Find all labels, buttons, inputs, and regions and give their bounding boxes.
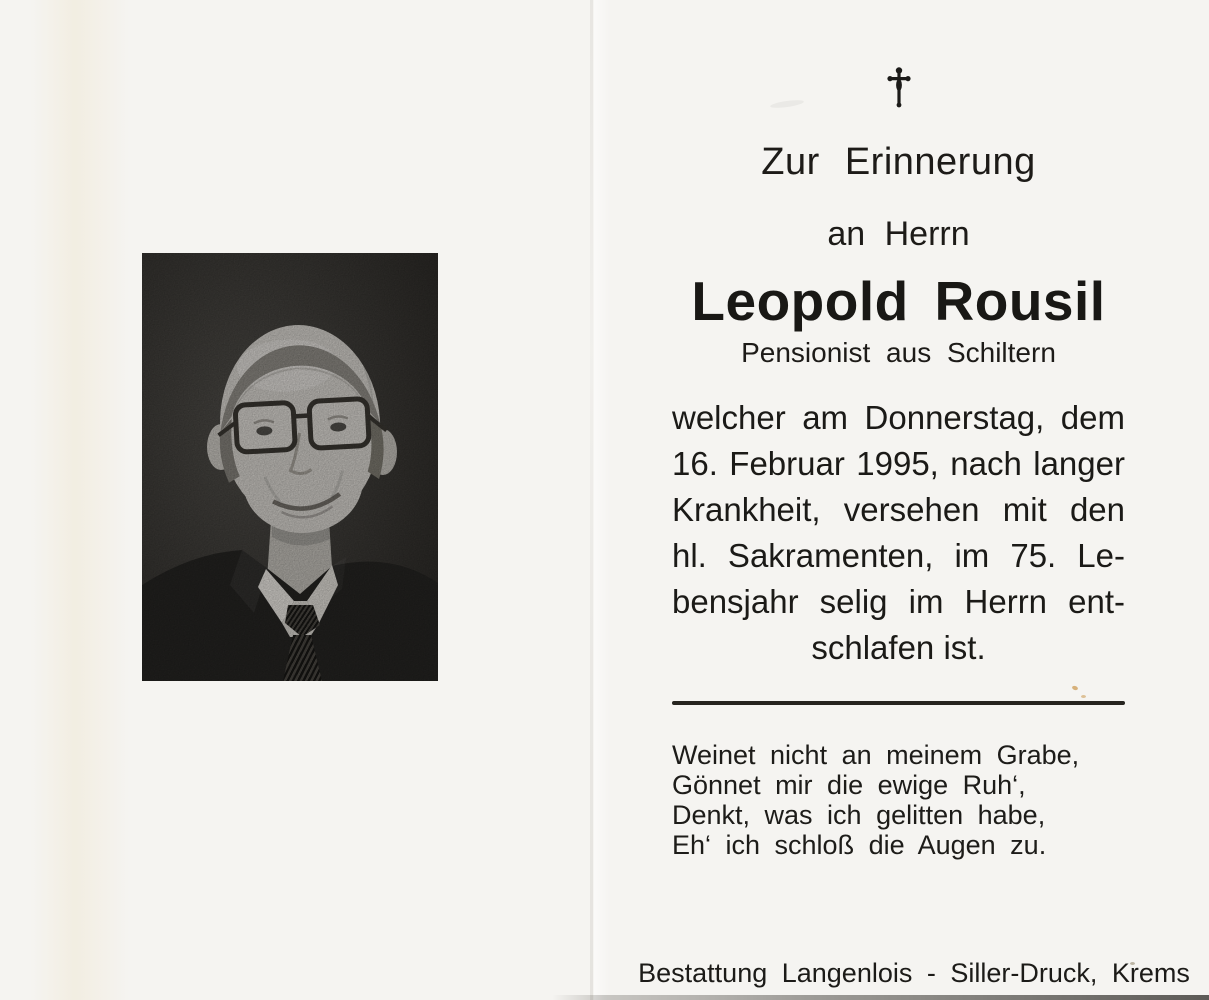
deceased-subtitle: Pensionist aus Schiltern bbox=[741, 337, 1056, 368]
salutation: an Herrn bbox=[827, 215, 970, 253]
fold-crease bbox=[590, 0, 593, 1000]
paper-stain bbox=[1081, 695, 1086, 698]
obituary-line: bensjahr selig im Herrn ent- bbox=[672, 583, 1125, 620]
paper-stain bbox=[1130, 962, 1135, 965]
obituary-line: 16. Februar 1995, nach langer bbox=[672, 445, 1125, 482]
memorial-heading: Zur Erinnerung bbox=[761, 141, 1036, 183]
poem-line: Eh‘ ich schloß die Augen zu. bbox=[672, 830, 1047, 860]
memorial-poem bbox=[672, 740, 1125, 860]
obituary-text bbox=[672, 395, 1125, 671]
poem-line: Weinet nicht an meinem Grabe, bbox=[672, 740, 1080, 770]
portrait-photo bbox=[142, 253, 438, 681]
poem-line: Denkt, was ich gelitten habe, bbox=[672, 800, 1046, 830]
cross-wrap bbox=[672, 66, 1125, 110]
obituary-line: hl. Sakramenten, im 75. Le- bbox=[672, 537, 1125, 574]
obituary-line: schlafen ist. bbox=[811, 629, 986, 666]
scan-edge-shadow bbox=[552, 995, 1209, 1000]
obituary-line: Krankheit, versehen mit den bbox=[672, 491, 1125, 528]
obituary-line: welcher am Donnerstag, dem bbox=[672, 399, 1125, 436]
section-divider bbox=[672, 701, 1125, 705]
portrait-photo-image bbox=[142, 253, 438, 681]
deceased-name: Leopold Rousil bbox=[691, 270, 1106, 332]
poem-line: Gönnet mir die ewige Ruh‘, bbox=[672, 770, 1026, 800]
printer-imprint: Bestattung Langenlois - Siller-Druck, Krems bbox=[638, 958, 1190, 988]
fold-highlight bbox=[594, 0, 610, 1000]
crucifix-icon bbox=[886, 66, 912, 110]
paper-edge-shading bbox=[30, 0, 130, 1000]
text-panel bbox=[672, 0, 1125, 1000]
